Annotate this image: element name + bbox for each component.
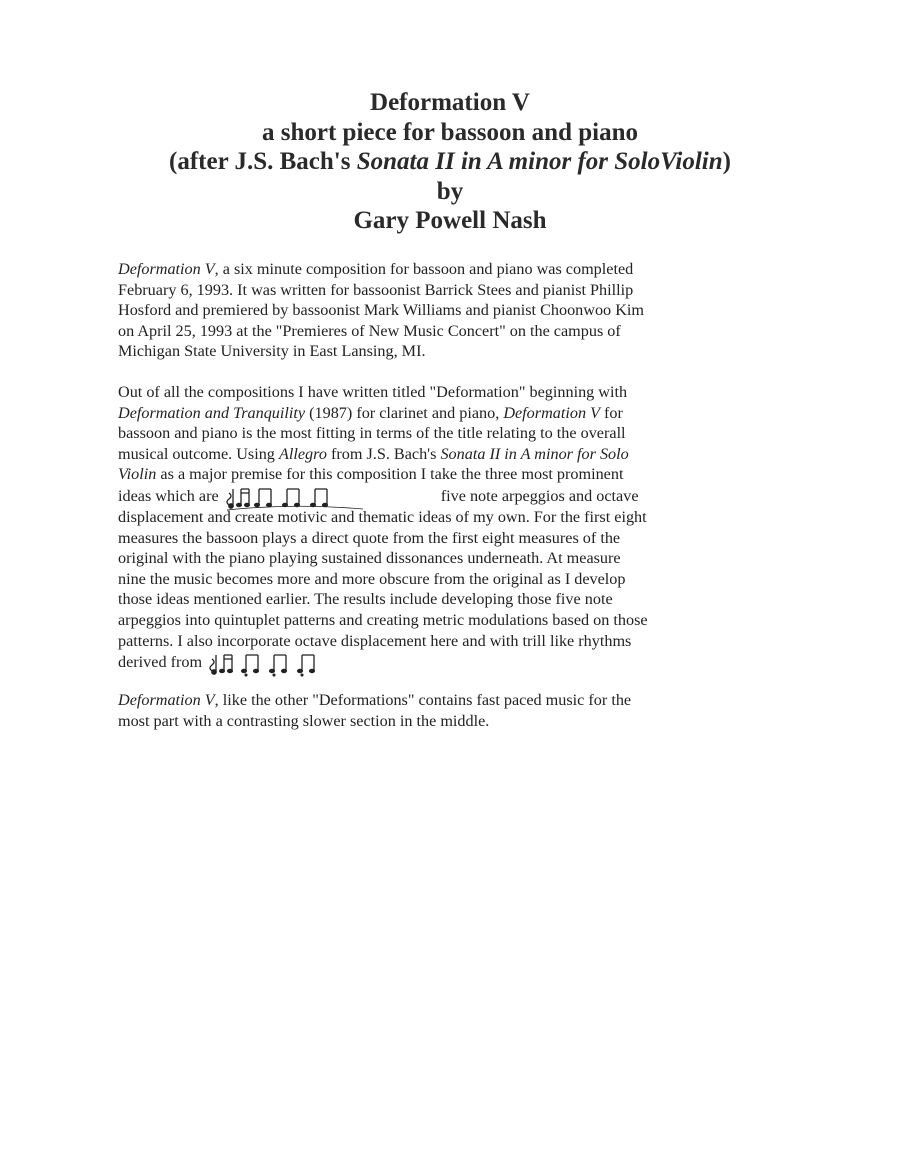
paragraph-1 [118, 259, 790, 362]
text-line: Hosford and premiered by bassoonist Mark Williams and pianist Choonwoo Kim [118, 301, 644, 320]
paragraph-2 [118, 382, 790, 673]
by-line: by [436, 177, 464, 205]
text-line: February 6, 1993. It was written for bassoonist Barrick Stees and pianist Phillip [118, 280, 634, 299]
piece-title: Deformation V [370, 89, 530, 116]
text-line: derived from [118, 651, 790, 673]
rhythm-motif-icon [206, 651, 336, 673]
rhythm-motif-icon [223, 485, 373, 507]
text-line: those ideas mentioned earlier. The results include developing those five note [118, 590, 613, 609]
text-line: displacement and create motivic and thematic ideas of my own. For the first eight [118, 507, 647, 526]
paragraph-3 [118, 690, 790, 731]
text-line: Michigan State University in East Lansing, MI. [118, 342, 426, 361]
composer-name: Gary Powell Nash [353, 207, 547, 234]
text-line: Violin as a major premise for this composition I take the three most prominent [118, 465, 624, 484]
text-line: measures the bassoon plays a direct quote from the first eight measures of the [118, 528, 621, 547]
text-line: musical outcome. Using Allegro from J.S. Bach's Sonata II in A minor for Solo [118, 444, 629, 463]
text-line: Deformation V, like the other "Deformations" contains fast paced music for the [118, 691, 632, 709]
piece-attribution: (after J.S. Bach's Sonata II in A minor for SoloViolin) [169, 148, 731, 175]
piece-subtitle: a short piece for bassoon and piano [262, 118, 638, 146]
text-line: bassoon and piano is the most fitting in terms of the title relating to the overall [118, 424, 626, 443]
title-block [0, 88, 900, 236]
text-line: Deformation and Tranquility (1987) for clarinet and piano, Deformation V for [118, 403, 623, 422]
text-line: most part with a contrasting slower section in the middle. [118, 711, 490, 730]
text-line: Out of all the compositions I have written titled "Deformation" beginning with [118, 383, 628, 401]
text-line: on April 25, 1993 at the "Premieres of New Music Concert" on the campus of [118, 321, 621, 340]
text-line: Deformation V, a six minute composition for bassoon and piano was completed [118, 260, 634, 278]
text-line: arpeggios into quintuplet patterns and creating metric modulations based on those [118, 610, 648, 629]
text-line: ideas which are five note arpeggios and octave [118, 485, 790, 507]
text-line: nine the music becomes more and more obscure from the original as I develop [118, 569, 626, 588]
text-line: patterns. I also incorporate octave displacement here and with trill like rhythms [118, 631, 632, 650]
text-line: original with the piano playing sustained dissonances underneath. At measure [118, 549, 621, 568]
